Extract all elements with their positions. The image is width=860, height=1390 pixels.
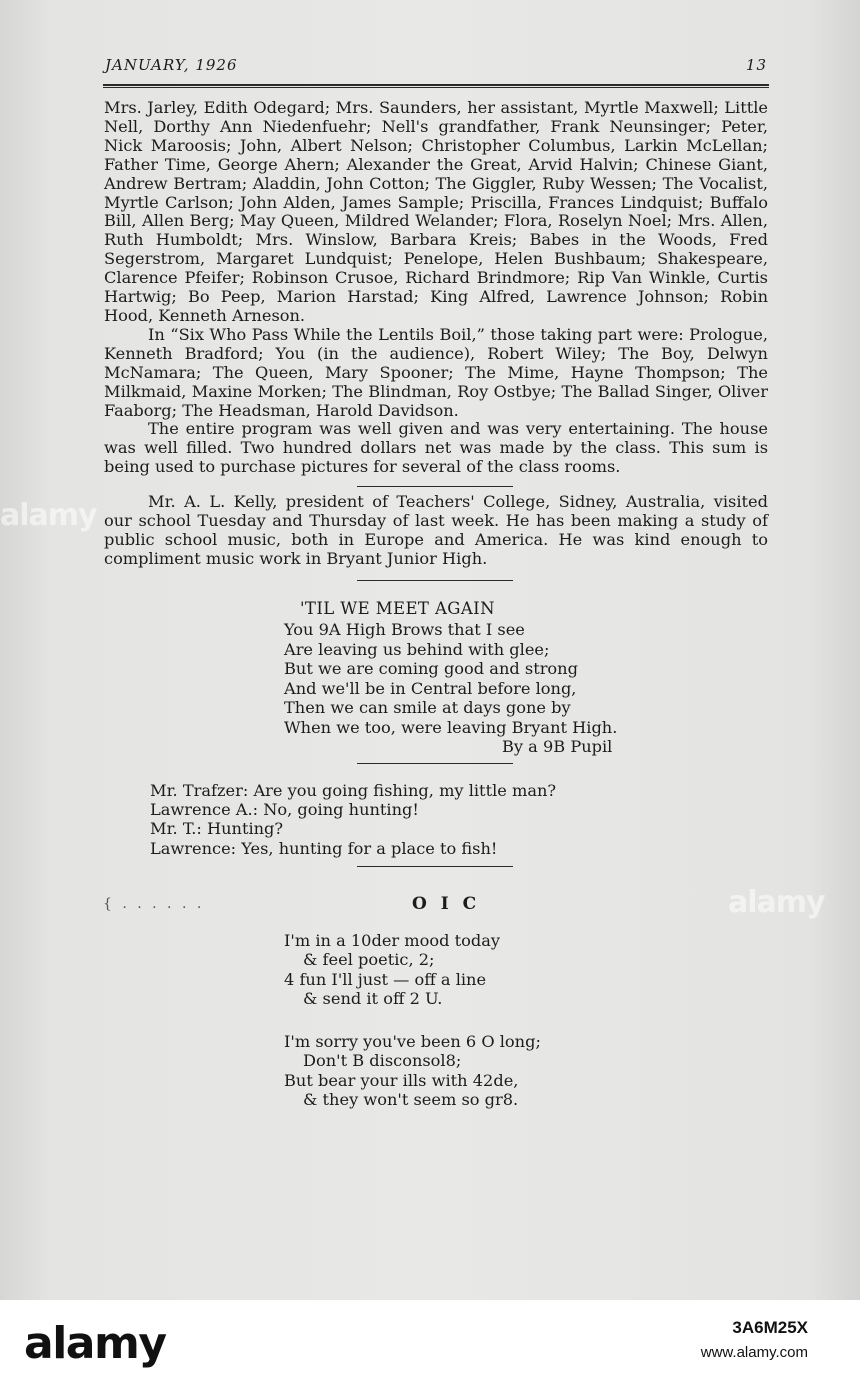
stanza-line: & send it off 2 U. [303,988,443,1008]
cast-section [104,99,768,477]
poem-line: Are leaving us behind with glee; [284,639,550,659]
margin-pencil-mark: { . . . . . . [103,896,205,912]
oic-title: O I C [412,894,481,914]
dialogue-line: Lawrence: Yes, hunting for a place to fish! [150,838,498,858]
section-divider [357,486,513,487]
dialogue-line: Mr. T.: Hunting? [150,819,284,839]
poem [284,620,617,757]
stanza-line: But bear your ills with 42de, [284,1070,519,1090]
lentils-paragraph: In “Six Who Pass While the Lentils Boil,” those taking part were: Prologue, Kenneth Bradford; You (in the audience), Robert Wiley; The Boy, Delwyn McNamara; The Queen, Mary Spooner; The Mime, Hayne Thompson; The Milkmaid, Maxine Morken; The Blindman, Roy Ostbye; The Ballad Singer, Oliver Faaborg; The Headsman, Harold Davidson. [104,324,768,420]
section-divider [357,580,513,581]
stanza-line: I'm sorry you've been 6 O long; [284,1032,541,1051]
poem-line: When we too, were leaving Bryant High. [284,717,618,737]
cast-paragraph: Mrs. Jarley, Edith Odegard; Mrs. Saunders, her assistant, Myrtle Maxwell; Little Nell, Dorthy Ann Niedenfuehr; Nell's grandfather, Frank Neunsinger; Peter, Nick Maroosis; John, Albert Nelson; Christopher Columbus, Larkin McLellan; Father Time, George Ahern; Alexander the Great, Arvid Halvin; Chinese Giant, Andrew Bertram; Aladdin, John Cotton; The Giggler, Ruby Wessen; The Vocalist, Myrtle Carlson; John Alden, James Sample; Priscilla, Frances Lindquist; Buffalo Bill, Allen Berg; May Queen, Mildred Welander; Flora, Roselyn Noel; Mrs. Allen, Ruth Humboldt; Mrs. Winslow, Barbara Kreis; Babes in the Woods, Fred Segerstrom, Margaret Lundquist; Penelope, Helen Bushbaum; Shakespeare, Clarence Pfeifer; Robinson Crusoe, Richard Brindmore; Rip Van Winkle, Curtis Hartwig; Bo Peep, Marion Harstad; King Alfred, Lawrence Johnson; Robin Hood, Kenneth Arneson. [104,98,768,325]
page-header [105,56,767,80]
poem-author: By a 9B Pupil [502,737,613,756]
oic-stanza-2 [284,1032,541,1109]
dialogue-line: Mr. Trafzer: Are you going fishing, my little man? [150,781,557,800]
watermark-faint: alamy [0,498,97,533]
watermark-url: www.alamy.com [700,1344,808,1361]
watermark-faint: alamy [728,885,825,920]
joke-dialogue [150,781,556,858]
section-divider [357,763,513,764]
header-rule [103,84,769,88]
section-divider [357,866,513,867]
alamy-logo: alamy [24,1318,166,1369]
poem-line: Then we can smile at days gone by [284,698,571,717]
poem-line: You 9A High Brows that I see [284,620,525,639]
kelly-section [104,493,768,569]
stanza-line: I'm in a 10der mood today [284,931,501,950]
stanza-line: 4 fun I'll just — off a line [284,969,487,989]
stanza-line: Don't B disconsol8; [303,1051,462,1071]
poem-line: And we'll be in Central before long, [284,678,577,698]
issue-date: JANUARY, 1926 [105,56,238,74]
page-number: 13 [745,56,767,74]
poem-title: 'TIL WE MEET AGAIN [300,599,495,618]
program-paragraph: The entire program was well given and was very entertaining. The house was well filled. Two hundred dollars net was made by the class. This sum is being used to purchase pictures for several of the class rooms. [104,419,768,477]
kelly-paragraph: Mr. A. L. Kelly, president of Teachers' College, Sidney, Australia, visited our school Tuesday and Thursday of last week. He has been making a study of public school music, both in Europe and America. He was kind enough to compliment music work in Bryant Junior High. [104,492,768,568]
poem-line: But we are coming good and strong [284,659,578,678]
dialogue-line: Lawrence A.: No, going hunting! [150,800,419,820]
oic-stanza-1 [284,931,500,1008]
stanza-line: & they won't seem so gr8. [303,1089,519,1109]
stanza-line: & feel poetic, 2; [303,950,435,970]
image-id: 3A6M25X [732,1318,808,1337]
